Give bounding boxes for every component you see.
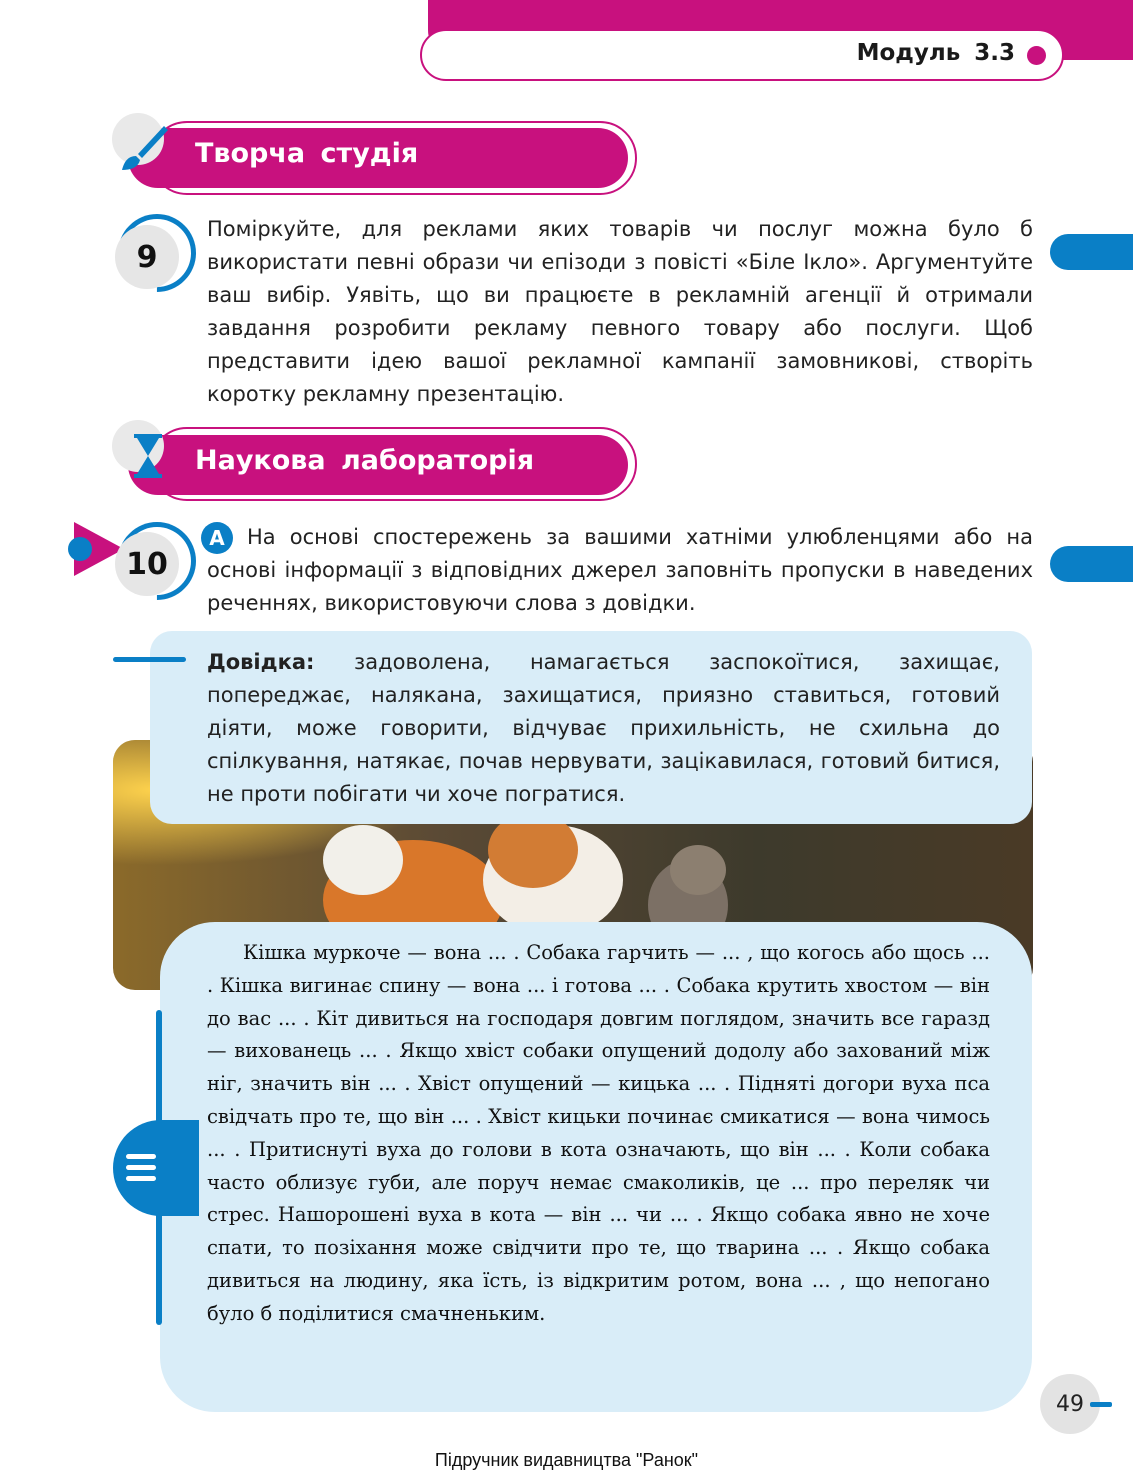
exercise-text: Кішка муркоче — вона ... . Собака гарчить — ... , що когось або щось ... . Кішка вигинає спину — вона ... і готова ... . Собака крутить хвостом — він до вас ... . Кіт дивиться на господаря довгим поглядом, значить все гаразд — вихованець ... . Якщо хвіст собаки опущений додолу або захований між ніг, значить він ... . Хвіст опущений — кицька ... . Підняті догори вуха пса свідчать про те, що він ... . Хвіст кицьки починає смикатися — вона чимось ... . Притиснуті вуха до голови в кота означають, що він ... . Коли собака часто облизує губи, але поруч немає смаколиків, це ... про переляк чи стрес. Нашорошені вуха в кота — він ... чи ... . Якщо собака явно не хоче спати, то позіхання може свідчити про те, що тварина ... . Якщо собака дивиться на людину, яка їсть, із відкритим ротом, вона ... , що непогано було б поділитися смачненьким. — [207, 941, 990, 1325]
side-tab-1 — [1050, 234, 1133, 270]
list-icon — [124, 1148, 160, 1188]
hint-text — [207, 646, 1000, 811]
hint-words: задоволена, намагається заспокоїтися, захищає, попереджає, налякана, захищатися, приязно ставиться, готовий діяти, може говорити, відчуває прихильність, не схильна до спілкування, натякає, почав нервувати, зацікавилася, готовий битися, не проти побігати чи хоче погратися. — [207, 650, 1000, 806]
section-lab-title: Наукова лабораторія — [195, 445, 535, 476]
side-tab-2 — [1050, 546, 1133, 582]
task10-badge: А — [201, 522, 233, 554]
module-label: Модуль 3.3 — [856, 40, 1015, 66]
hint-marker — [113, 657, 186, 662]
hourglass-icon — [116, 428, 172, 484]
brush-icon — [116, 120, 172, 176]
module-dot — [1027, 46, 1046, 65]
task10-number: 10 — [115, 532, 179, 596]
footer-publisher: Підручник видавництва "Ранок" — [434, 1450, 699, 1470]
page-number: 49 — [1040, 1374, 1100, 1434]
task9-text: Поміркуйте, для реклами яких товарів чи послуг можна було б використати певні образи чи епізоди з повісті «Біле Ікло». Аргументуйте ваш вибір. Уявіть, що ви працюєте в рекламній агенції й отримали завдання розробити рекламу певного товару або послуги. Щоб представити ідею вашої рекламної кампанії замовникові, створіть коротку рекламну презентацію. — [207, 217, 1033, 406]
task9-number: 9 — [115, 225, 179, 289]
hint-label: Довідка: — [207, 650, 315, 674]
section-creative-title: Творча студія — [195, 138, 419, 169]
task10-text: На основі спостережень за вашими хатніми улюбленцями або на основі інформації з відповідних джерел заповніть пропуски в наведених реченнях, використовуючи слова з довідки. — [207, 525, 1033, 615]
page-number-dash — [1090, 1402, 1112, 1407]
